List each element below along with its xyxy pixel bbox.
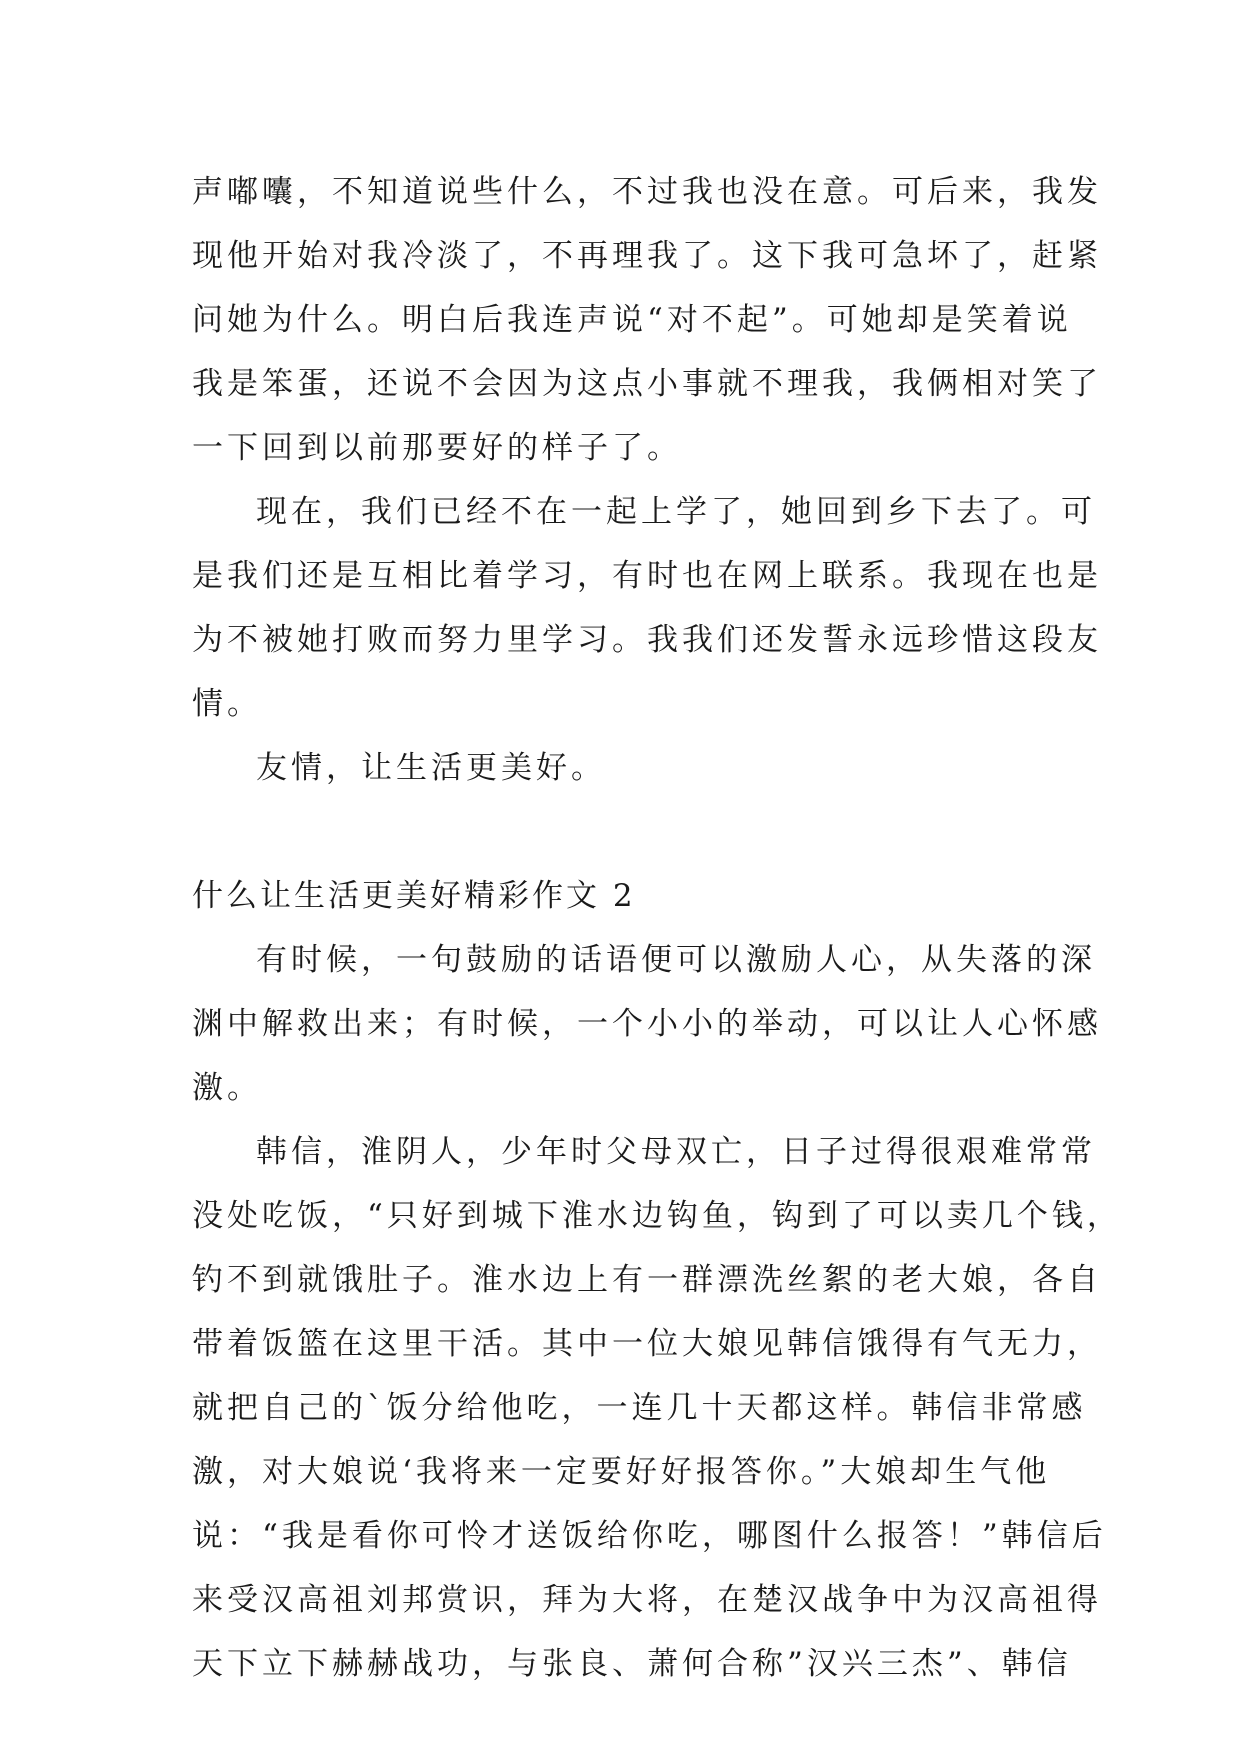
section-gap <box>192 800 1062 864</box>
essay-heading: 什么让生活更美好精彩作文 2 <box>192 878 636 914</box>
paragraph-line: 来受汉高祖刘邦赏识，拜为大将，在楚汉战争中为汉高祖得 <box>192 1582 1102 1618</box>
paragraph-line: 韩信，淮阴人，少年时父母双亡，日子过得很艰难常常 <box>256 1134 1096 1170</box>
paragraph-line: 我是笨蛋，还说不会因为这点小事就不理我，我俩相对笑了 <box>192 366 1102 402</box>
paragraph-line: 现在，我们已经不在一起上学了，她回到乡下去了。可 <box>256 494 1096 530</box>
paragraph-line: 渊中解救出来；有时候，一个小小的举动，可以让人心怀感 <box>192 1006 1102 1042</box>
paragraph-line: 有时候，一句鼓励的话语便可以激励人心，从失落的深 <box>256 942 1096 978</box>
paragraph-line: 说：“我是看你可怜才送饭给你吃，哪图什么报答！”韩信后 <box>192 1518 1107 1554</box>
paragraph-line: 声嘟囔，不知道说些什么，不过我也没在意。可后来，我发 <box>192 174 1102 210</box>
paragraph-line: 情。 <box>192 686 262 722</box>
paragraph-line: 激，对大娘说‘我将来一定要好好报答你。”大娘却生气他 <box>192 1454 1051 1490</box>
paragraph-line: 问她为什么。明白后我连声说“对不起”。可她却是笑着说 <box>192 302 1072 338</box>
paragraph-line: 是我们还是互相比着学习，有时也在网上联系。我现在也是 <box>192 558 1102 594</box>
paragraph-line: 没处吃饭，“只好到城下淮水边钩鱼，钩到了可以卖几个钱， <box>192 1198 1122 1234</box>
paragraph-line: 为不被她打败而努力里学习。我我们还发誓永远珍惜这段友 <box>192 622 1102 658</box>
paragraph-line: 激。 <box>192 1070 262 1106</box>
document-body <box>192 160 1122 1696</box>
paragraph-line: 天下立下赫赫战功，与张良、萧何合称”汉兴三杰”、韩信 <box>192 1646 1072 1682</box>
paragraph-line: 就把自己的`饭分给他吃，一连几十天都这样。韩信非常感 <box>192 1390 1087 1426</box>
closing-line: 友情，让生活更美好。 <box>256 750 606 786</box>
paragraph-line: 一下回到以前那要好的样子了。 <box>192 430 682 466</box>
paragraph-line: 带着饭篮在这里干活。其中一位大娘见韩信饿得有气无力， <box>192 1326 1102 1362</box>
paragraph-line: 现他开始对我冷淡了，不再理我了。这下我可急坏了，赶紧 <box>192 238 1102 274</box>
paragraph-line: 钓不到就饿肚子。淮水边上有一群漂洗丝絮的老大娘，各自 <box>192 1262 1102 1298</box>
